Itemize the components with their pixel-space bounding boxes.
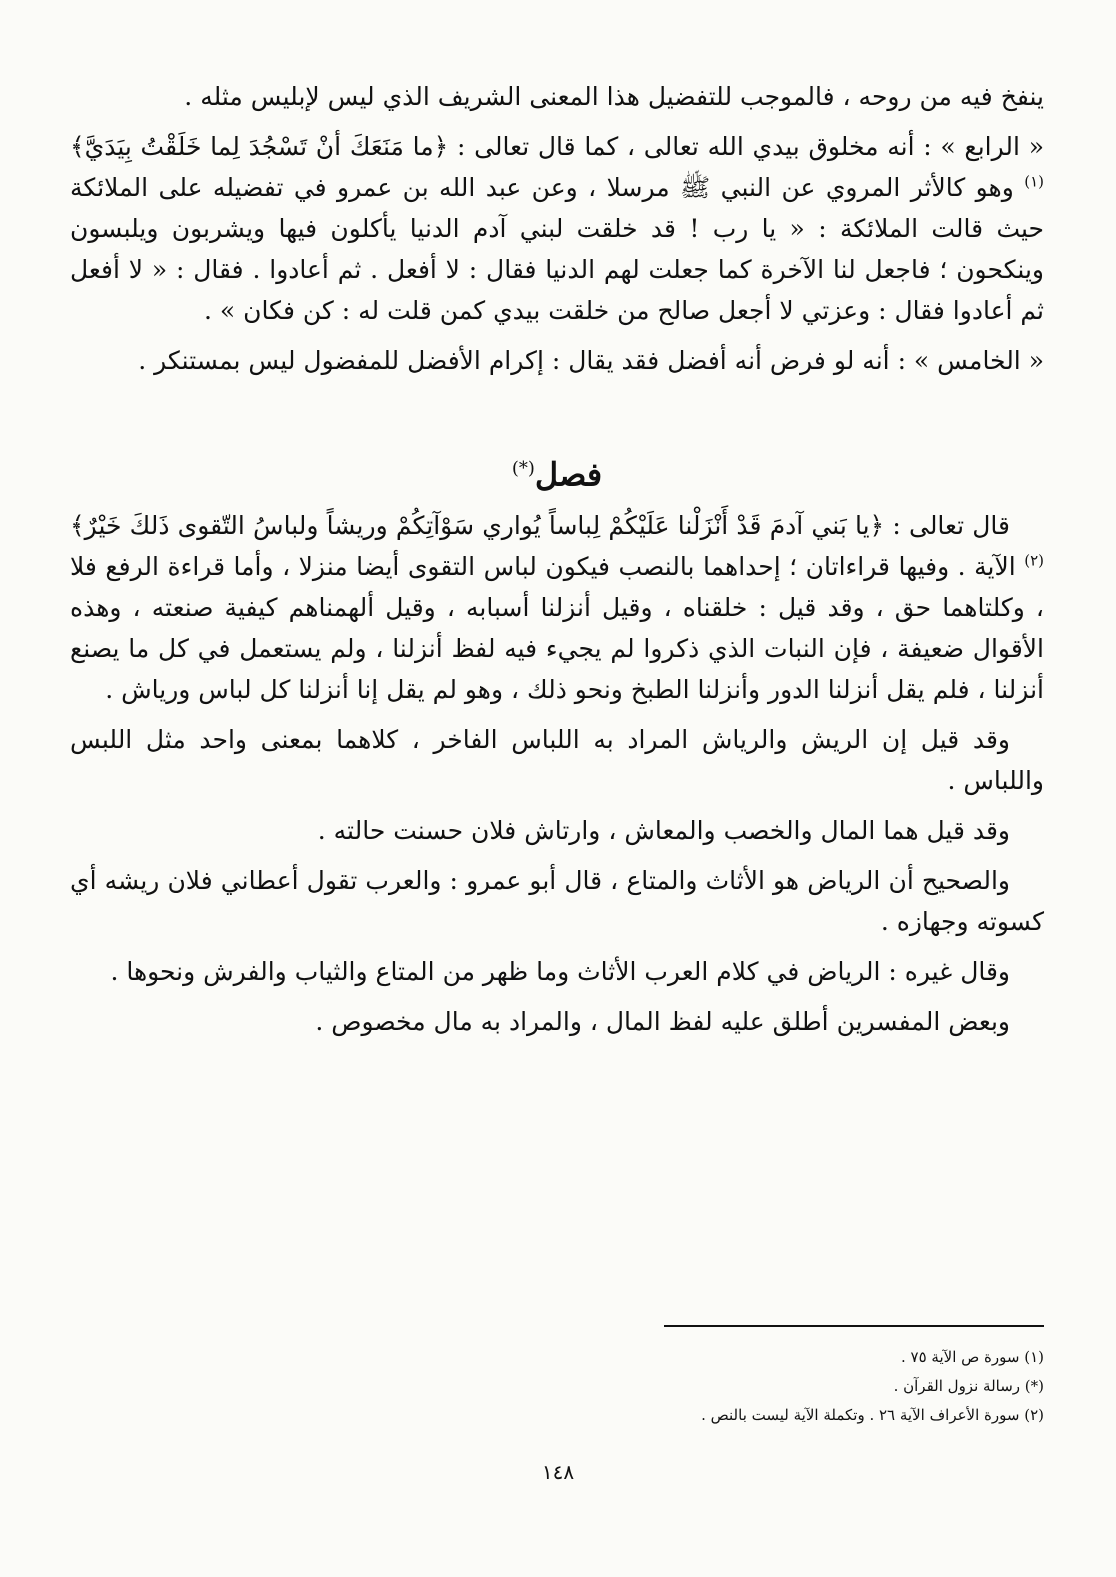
paragraph: والصحيح أن الرياض هو الأثاث والمتاع ، قال أبو عمرو : والعرب تقول أعطاني فلان ريشه أي كسوته وجهازه . bbox=[70, 865, 1044, 936]
footnote-ref: (١) bbox=[1024, 172, 1044, 191]
section-heading-mark: (*) bbox=[511, 458, 535, 479]
footnote-divider bbox=[664, 1325, 1044, 1327]
paragraph: وقد قيل هما المال والخصب والمعاش ، وارتاش فلان حسنت حالته . bbox=[317, 815, 1010, 845]
footnote: (١) سورة ص الآية ٧٥ . bbox=[900, 1348, 1044, 1366]
paragraph-section-intro bbox=[70, 505, 1044, 710]
paragraph-text: وهو كالأثر المروي عن النبي ﷺ مرسلا ، وعن عبد الله بن عمرو في تفضيله على الملائكة حيث قالت الملائكة : « يا رب ! قد خلقت لبني آدم الدنيا يأكلون فيها ويشربون ويلبسون وينكحون ؛ فاجعل لنا الآخرة كما جعلت لهم الدنيا فقال : لا أفعل . ثم أعادوا . فقال : « لا أفعل ثم أعادوا فقال : وعزتي لا أجعل صالح من خلقت بيدي كمن قلت له : كن فكان » . bbox=[70, 173, 1044, 325]
quran-quote: قال تعالى : ﴿يا بَني آدمَ قَدْ أَنْزَلْنا عَلَيْكُمْ لِباساً يُواري سَوْآتِكُمْ وريشاً ولباسُ التّقوى ذَلكَ خَيْرٌ﴾ bbox=[70, 510, 1010, 540]
paragraph-fourth-reason bbox=[70, 126, 1044, 331]
footnote-ref: (٢) bbox=[1024, 551, 1044, 570]
section-heading bbox=[70, 445, 1044, 499]
footnotes bbox=[70, 1343, 1044, 1430]
section-title: فصل bbox=[534, 455, 603, 494]
paragraph-text: الآية . وفيها قراءاتان ؛ إحداهما بالنصب فيكون لباس التقوى أيضا منزلا ، وأما قراءة الرفع فلا ، وكلتاهما حق ، وقد قيل : خلقناه ، وقيل أنزلنا أسبابه ، وقيل ألهمناهم كيفية صنعته ، وهذه الأقوال ضعيفة ، فإن النبات الذي ذكروا لم يجيء فيه لفظ أنزلنا ، ولم يستعمل في كل ما يصنع أنزلنا ، فلم يقل أنزلنا الدور وأنزلنا الطبخ ونحو ذلك ، وهو لم يقل إنا أنزلنا كل لباس ورياش . bbox=[70, 551, 1044, 704]
main-text bbox=[70, 76, 1044, 1042]
paragraph: وبعض المفسرين أطلق عليه لفظ المال ، والمراد به مال مخصوص . bbox=[315, 1006, 1010, 1036]
paragraph: وقال غيره : الرياض في كلام العرب الأثاث وما ظهر من المتاع والثياب والفرش ونحوها . bbox=[110, 956, 1010, 986]
footnote: (*) رسالة نزول القرآن . bbox=[893, 1377, 1044, 1395]
paragraph: ينفخ فيه من روحه ، فالموجب للتفضيل هذا المعنى الشريف الذي ليس لإبليس مثله . bbox=[184, 82, 1044, 111]
quran-quote: « الرابع » : أنه مخلوق بيدي الله تعالى ، كما قال تعالى : ﴿ما مَنَعَكَ أنْ تَسْجُدَ لِما خَلَقْتُ بِيَدَيَّ﴾ bbox=[70, 132, 1044, 161]
page-number: ١٤٨ bbox=[541, 1460, 575, 1484]
paragraph: وقد قيل إن الريش والرياش المراد به اللباس الفاخر ، كلاهما بمعنى واحد مثل اللبس واللباس . bbox=[70, 724, 1044, 795]
footnote: (٢) سورة الأعراف الآية ٢٦ . وتكملة الآية ليست بالنص . bbox=[701, 1406, 1044, 1424]
paragraph-fifth-reason: « الخامس » : أنه لو فرض أنه أفضل فقد يقال : إكرام الأفضل للمفضول ليس بمستنكر . bbox=[138, 346, 1044, 375]
